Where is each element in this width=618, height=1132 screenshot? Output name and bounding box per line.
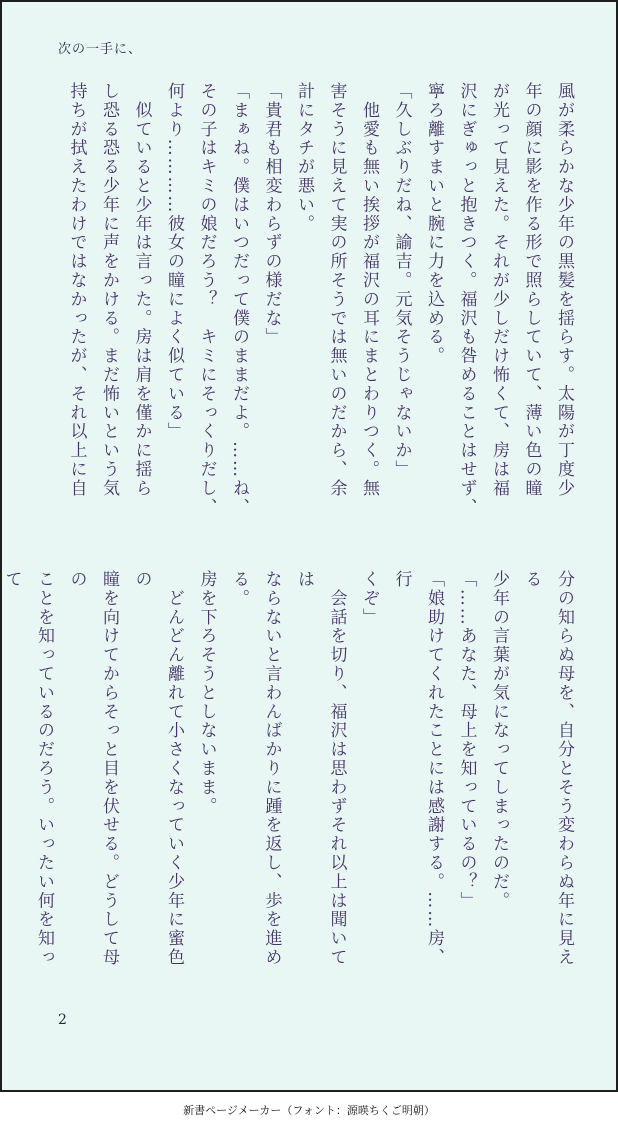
body-text-upper: 風が柔らかな少年の黒髪を揺らす。太陽が丁度少 年の顔に影を作る形で照らしていて、薄い色の瞳 が光って見えた。それが少しだけ怖くて、房は福 沢にぎゅっと抱きつく。福沢も咎めることはせず、 寧ろ離すまいと腕に力を込める。 「久しぶりだね、諭吉。元気そうじゃないか」 他愛も無い挨拶が福沢の耳にまとわりつく。無 害そうに見えて実の所そうでは無いのだから、余 計にタチが悪い。 「貴君も相変わらずの様だな」 「まぁね。僕はいつだって僕のままだよ。……ね、 その子はキミの娘だろう？ キミにそっくりだし、 何より…………彼女の瞳によく似ている」 似ていると少年は言った。房は肩を僅かに揺ら し恐る恐る少年に声をかける。まだ怖いという気 持ちが拭えたわけではなかったが、それ以上に自 xyxy=(66,82,574,517)
footer-credit: 新書ページメーカー（フォント：源暎ちくご明朝） xyxy=(183,1104,435,1117)
running-header: 次の一手に、 xyxy=(58,42,143,57)
body-text-lower: 分の知らぬ母を、自分とそう変わらぬ年に見える 少年の言葉が気になってしまったのだ。 「……あなた、母上を知っているの？」 「娘助けてくれたことには感謝する。……房、行 くぞ」 会話を切り、福沢は思わずそれ以上は聞いては ならないと言わんばかりに踵を返し、歩を進める。 房を下ろそうとしないまま。 どんどん離れて小さくなっていく少年に蜜色の 瞳を向けてからそっと目を伏せる。どうして母の ことを知っているのだろう。いったい何を知って xyxy=(1,570,574,967)
page-number: 2 xyxy=(58,1012,67,1028)
